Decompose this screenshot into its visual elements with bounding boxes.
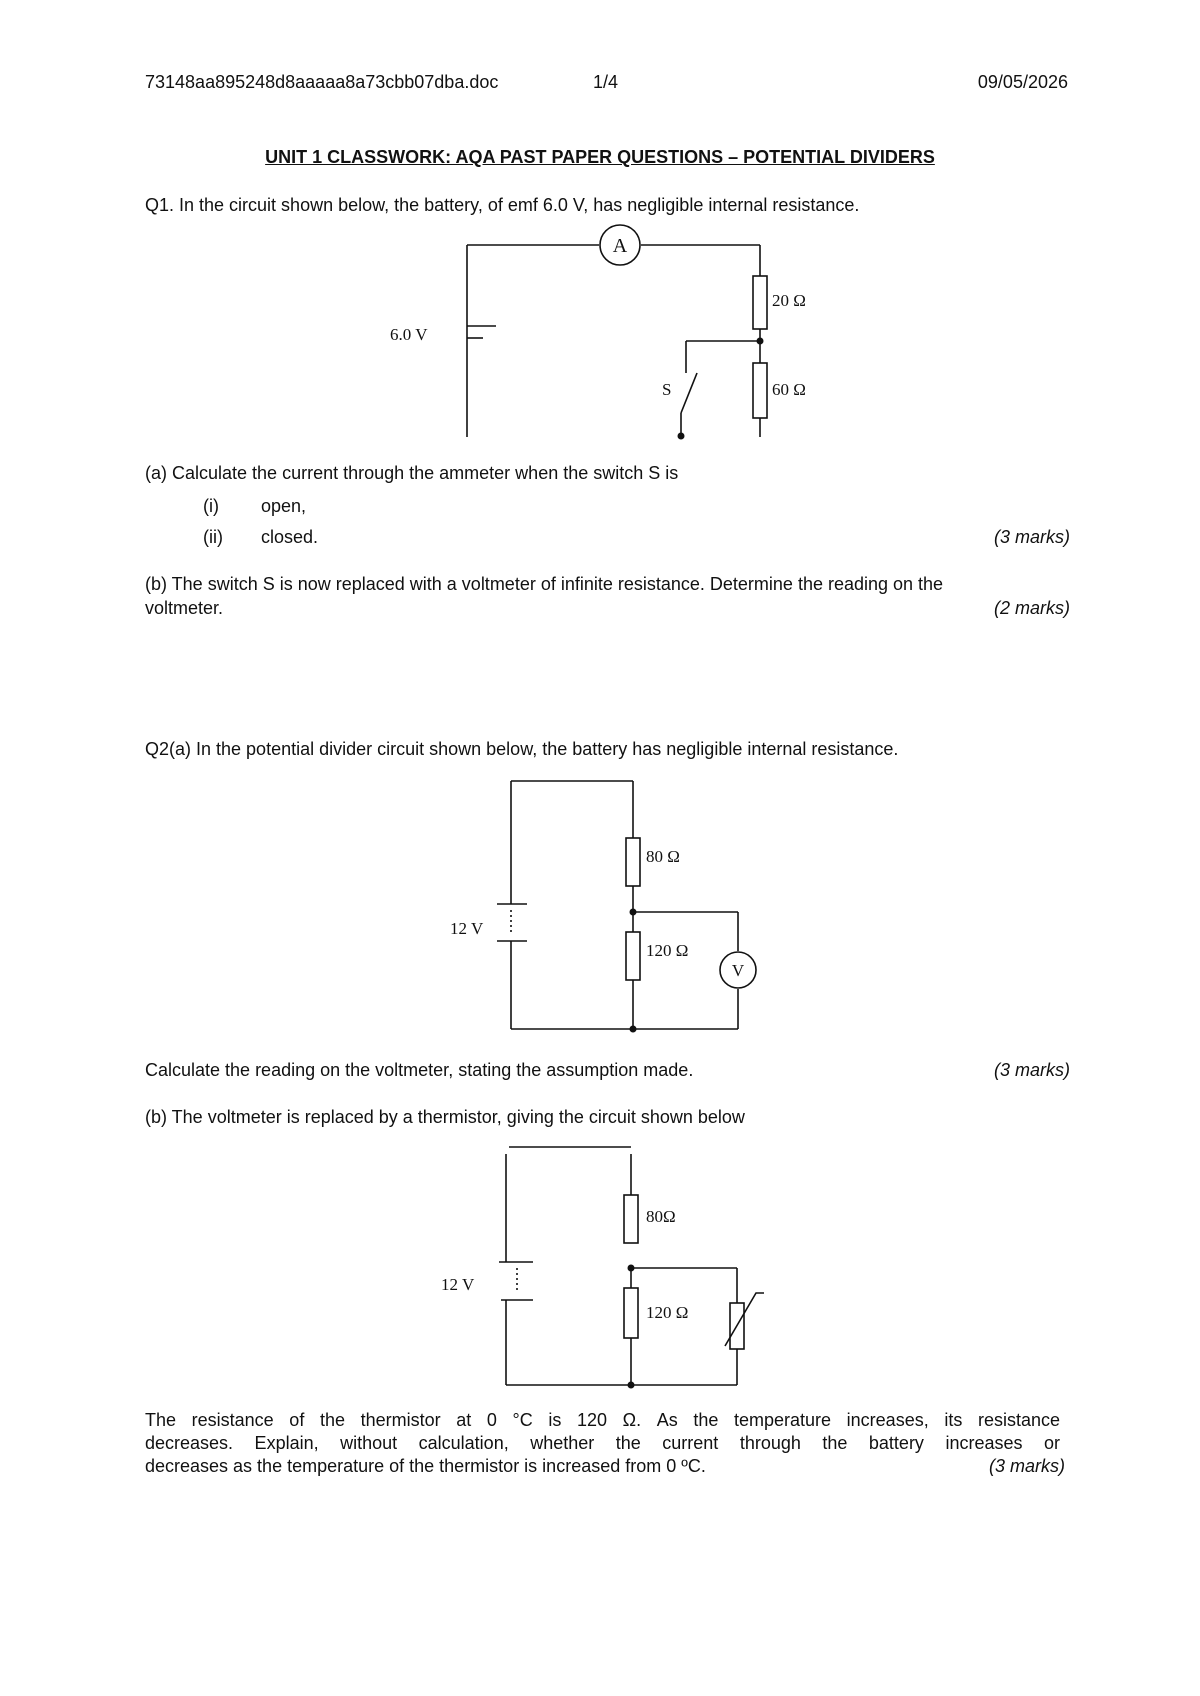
q1-r-top-label: 20 Ω — [772, 291, 806, 310]
q1-part-a-marks: (3 marks) — [994, 527, 1070, 547]
page-title: UNIT 1 CLASSWORK: AQA PAST PAPER QUESTIONS – POTENTIAL DIVIDERS — [265, 147, 935, 167]
q2a-r-top-label: 80 Ω — [646, 847, 680, 866]
q2-part-b-intro: (b) The voltmeter is replaced by a thermistor, giving the circuit shown below — [145, 1107, 745, 1127]
q2-part-a-marks: (3 marks) — [994, 1060, 1070, 1080]
q1-part-b-marks: (2 marks) — [994, 598, 1070, 618]
q2-part-b-marks: (3 marks) — [989, 1456, 1065, 1476]
q1-part-a-i-text: open, — [261, 496, 307, 516]
q2a-voltmeter-label: V — [731, 961, 745, 980]
q1-part-a-ii-number: (ii) — [203, 527, 223, 547]
q2-part-b-line2: decreases. Explain, without calculation, whether the current through the battery increases or — [145, 1433, 1060, 1453]
q2a-battery-label: 12 V — [450, 919, 484, 938]
q1-switch-label: S — [662, 380, 672, 399]
q1-part-b-line1: (b) The switch S is now replaced with a voltmeter of infinite resistance. Determine the reading on the — [145, 574, 944, 594]
q1-part-a-ii-text: closed. — [261, 527, 319, 547]
q2b-battery-label: 12 V — [441, 1275, 475, 1294]
q2b-r-bottom-label: 120 Ω — [646, 1303, 689, 1322]
document-date: 09/05/2026 — [977, 72, 1068, 92]
q2-part-b-line3: decreases as the temperature of the thermistor is increased from 0 ºC. — [145, 1456, 706, 1476]
q2-part-b-text — [145, 1409, 1065, 1478]
q2b-r-top-label: 80Ω — [646, 1207, 676, 1226]
q1-part-a-i-number: (i) — [203, 496, 219, 516]
q2a-r-bottom-label: 120 Ω — [646, 941, 689, 960]
q1-battery-label: 6.0 V — [390, 325, 428, 344]
q1-part-b-line2: voltmeter. — [145, 598, 224, 618]
q2-part-b-line1: The resistance of the thermistor at 0 °C is 120 Ω. As the temperature increases, its resistance — [145, 1410, 1060, 1430]
q1-intro: Q1. In the circuit shown below, the battery, of emf 6.0 V, has negligible internal resistance. — [145, 195, 860, 215]
document-filename: 73148aa895248d8aaaaa8a73cbb07dba.doc — [145, 72, 499, 92]
q1-r-bottom-label: 60 Ω — [772, 380, 806, 399]
page-number: 1/4 — [593, 72, 619, 92]
q1-part-a-prompt: (a) Calculate the current through the ammeter when the switch S is — [145, 463, 679, 483]
q2-intro: Q2(a) In the potential divider circuit shown below, the battery has negligible internal resistance. — [145, 739, 899, 759]
q2-part-a-text: Calculate the reading on the voltmeter, stating the assumption made. — [145, 1060, 694, 1080]
resistor-80-icon — [624, 1195, 638, 1243]
resistor-120-icon — [624, 1288, 638, 1338]
ammeter-label: A — [612, 235, 628, 257]
